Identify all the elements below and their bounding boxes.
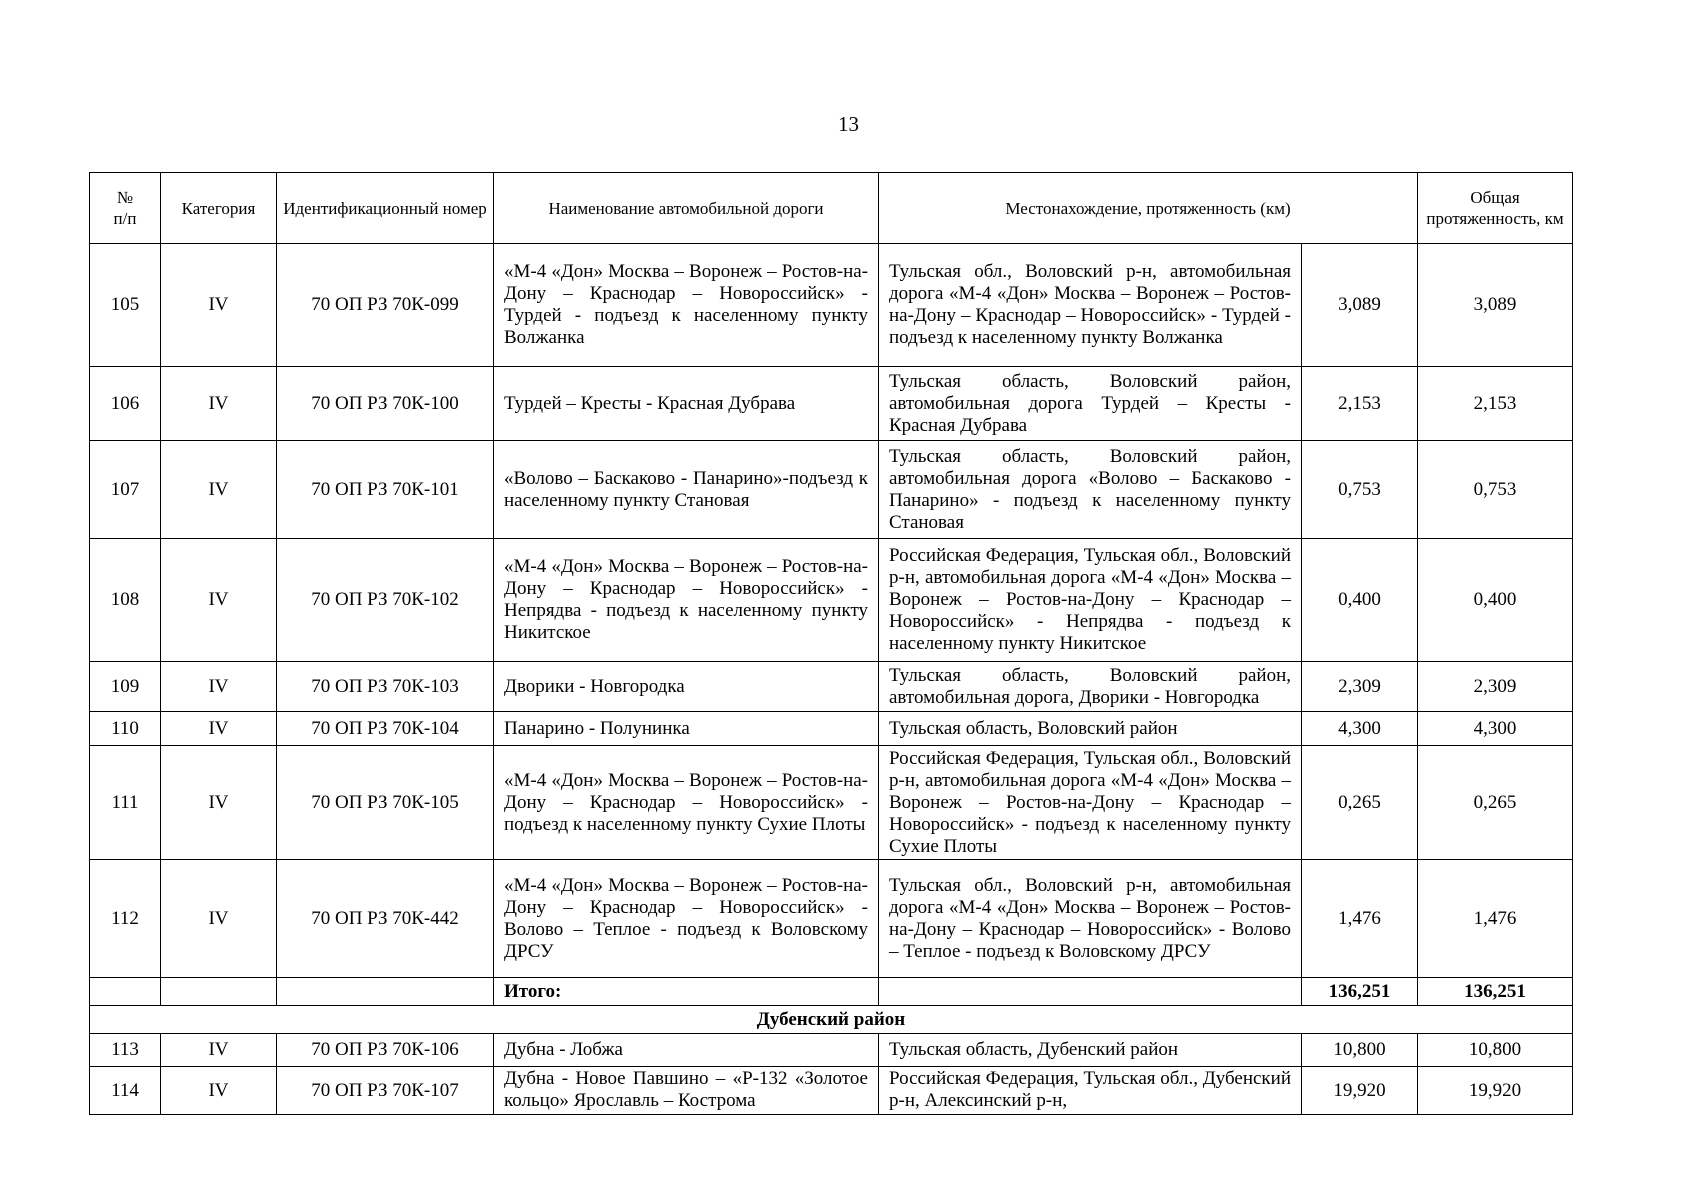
cell-road-name: Панарино - Полунинка	[494, 712, 879, 746]
subtotal-row	[90, 978, 1573, 1006]
cell-id: 70 ОП РЗ 70К-106	[277, 1034, 494, 1067]
cell-num: 110	[90, 712, 161, 746]
cell-category: IV	[161, 367, 277, 441]
header-name: Наименование автомобильной дороги	[494, 173, 879, 244]
page-number: 13	[838, 112, 859, 136]
cell-total: 0,753	[1418, 441, 1573, 539]
cell-road-name	[494, 1067, 879, 1115]
table-row	[90, 1034, 1573, 1067]
cell-total: 10,800	[1418, 1034, 1573, 1067]
cell-id: 70 ОП РЗ 70К-104	[277, 712, 494, 746]
cell-id: 70 ОП РЗ 70К-102	[277, 539, 494, 662]
cell-length: 0,400	[1302, 539, 1418, 662]
cell-category: IV	[161, 1067, 277, 1115]
header-total: Общая протяженность, км	[1418, 173, 1573, 244]
cell-num: 106	[90, 367, 161, 441]
cell-total: 2,153	[1418, 367, 1573, 441]
cell-location: Тульская область, Дубенский район	[879, 1034, 1302, 1067]
header-location: Местонахождение, протяженность (км)	[879, 173, 1418, 244]
cell-total: 1,476	[1418, 860, 1573, 978]
cell-id: 70 ОП РЗ 70К-100	[277, 367, 494, 441]
cell-location: Тульская обл., Воловский р-н, автомобильная дорога «М-4 «Дон» Москва – Воронеж – Ростов-на-Дону – Краснодар – Новороссийск» - Турдей - подъезд к населенному пункту Волжанка	[879, 244, 1302, 367]
cell-road-name: Дворики - Новгородка	[494, 662, 879, 712]
cell-location: Тульская область, Воловский район, автомобильная дорога, Дворики - Новгородка	[879, 662, 1302, 712]
header-category: Категория	[161, 173, 277, 244]
cell-category: IV	[161, 441, 277, 539]
cell-id: 70 ОП РЗ 70К-101	[277, 441, 494, 539]
cell-num: 105	[90, 244, 161, 367]
cell-length: 3,089	[1302, 244, 1418, 367]
cell-total: 2,309	[1418, 662, 1573, 712]
cell-length: 19,920	[1302, 1067, 1418, 1115]
cell-road-name: Дубна - Лобжа	[494, 1034, 879, 1067]
table-row	[90, 367, 1573, 441]
district-row	[90, 1006, 1573, 1034]
cell-category: IV	[161, 244, 277, 367]
table-row	[90, 244, 1573, 367]
subtotal-label: Итого:	[494, 978, 879, 1006]
cell-empty	[879, 978, 1302, 1006]
cell-empty	[90, 978, 161, 1006]
cell-num: 107	[90, 441, 161, 539]
cell-road-name: «Волово – Баскаково - Панарино»-подъезд к населенному пункту Становая	[494, 441, 879, 539]
cell-length: 0,265	[1302, 746, 1418, 860]
cell-num: 109	[90, 662, 161, 712]
cell-num: 111	[90, 746, 161, 860]
cell-location: Тульская область, Воловский район, автомобильная дорога Турдей – Кресты - Красная Дубрава	[879, 367, 1302, 441]
table-row	[90, 746, 1573, 860]
cell-road-name: «М-4 «Дон» Москва – Воронеж – Ростов-на-Дону – Краснодар – Новороссийск» - подъезд к населенному пункту Сухие Плоты	[494, 746, 879, 860]
cell-total: 0,400	[1418, 539, 1573, 662]
table-row	[90, 539, 1573, 662]
roads-table	[89, 172, 1573, 1115]
header-row	[90, 173, 1573, 244]
road-name-text: Дубна - Новое Павшино – «Р-132 «Золотое кольцо» Ярославль – Кострома	[504, 1068, 868, 1111]
cell-location: Тульская область, Воловский район	[879, 712, 1302, 746]
cell-category: IV	[161, 746, 277, 860]
header-id: Идентификационный номер	[277, 173, 494, 244]
cell-category: IV	[161, 712, 277, 746]
subtotal-total: 136,251	[1418, 978, 1573, 1006]
subtotal-length: 136,251	[1302, 978, 1418, 1006]
cell-location: Тульская область, Воловский район, автомобильная дорога «Волово – Баскаково - Панарино» - подъезд к населенному пункту Становая	[879, 441, 1302, 539]
cell-length: 2,153	[1302, 367, 1418, 441]
cell-id: 70 ОП РЗ 70К-442	[277, 860, 494, 978]
cell-id: 70 ОП РЗ 70К-105	[277, 746, 494, 860]
cell-road-name: Турдей – Кресты - Красная Дубрава	[494, 367, 879, 441]
cell-category: IV	[161, 1034, 277, 1067]
cell-location: Тульская обл., Воловский р-н, автомобильная дорога «М-4 «Дон» Москва – Воронеж – Ростов-на-Дону – Краснодар – Новороссийск» - Волово – Теплое - подъезд к Воловскому ДРСУ	[879, 860, 1302, 978]
cell-num: 113	[90, 1034, 161, 1067]
location-text: Российская Федерация, Тульская обл., Дубенский р-н, Алексинский р-н,	[889, 1068, 1291, 1111]
cell-location: Российская Федерация, Тульская обл., Воловский р-н, автомобильная дорога «М-4 «Дон» Москва – Воронеж – Ростов-на-Дону – Краснодар – Новороссийск» - Непрядва - подъезд к населенному пункту Никитское	[879, 539, 1302, 662]
cell-category: IV	[161, 662, 277, 712]
cell-location	[879, 1067, 1302, 1115]
table-row	[90, 1067, 1573, 1115]
cell-total: 19,920	[1418, 1067, 1573, 1115]
cell-location: Российская Федерация, Тульская обл., Воловский р-н, автомобильная дорога «М-4 «Дон» Москва – Воронеж – Ростов-на-Дону – Краснодар – Новороссийск» - подъезд к населенному пункту Сухие Плоты	[879, 746, 1302, 860]
table-row	[90, 712, 1573, 746]
cell-length: 0,753	[1302, 441, 1418, 539]
cell-id: 70 ОП РЗ 70К-103	[277, 662, 494, 712]
cell-road-name: «М-4 «Дон» Москва – Воронеж – Ростов-на-Дону – Краснодар – Новороссийск» - Турдей - подъезд к населенному пункту Волжанка	[494, 244, 879, 367]
cell-total: 0,265	[1418, 746, 1573, 860]
cell-road-name: «М-4 «Дон» Москва – Воронеж – Ростов-на-Дону – Краснодар – Новороссийск» - Непрядва - подъезд к населенному пункту Никитское	[494, 539, 879, 662]
cell-category: IV	[161, 860, 277, 978]
district-heading: Дубенский район	[90, 1006, 1573, 1034]
cell-num: 108	[90, 539, 161, 662]
table-row	[90, 860, 1573, 978]
cell-empty	[161, 978, 277, 1006]
cell-total: 4,300	[1418, 712, 1573, 746]
cell-num: 114	[90, 1067, 161, 1115]
cell-num: 112	[90, 860, 161, 978]
cell-length: 1,476	[1302, 860, 1418, 978]
table-row	[90, 441, 1573, 539]
cell-category: IV	[161, 539, 277, 662]
cell-road-name: «М-4 «Дон» Москва – Воронеж – Ростов-на-Дону – Краснодар – Новороссийск» - Волово – Теплое - подъезд к Воловскому ДРСУ	[494, 860, 879, 978]
cell-id: 70 ОП РЗ 70К-107	[277, 1067, 494, 1115]
cell-length: 10,800	[1302, 1034, 1418, 1067]
cell-length: 4,300	[1302, 712, 1418, 746]
cell-empty	[277, 978, 494, 1006]
header-num: № п/п	[90, 173, 161, 244]
cell-total: 3,089	[1418, 244, 1573, 367]
table-row	[90, 662, 1573, 712]
cell-id: 70 ОП РЗ 70К-099	[277, 244, 494, 367]
cell-length: 2,309	[1302, 662, 1418, 712]
